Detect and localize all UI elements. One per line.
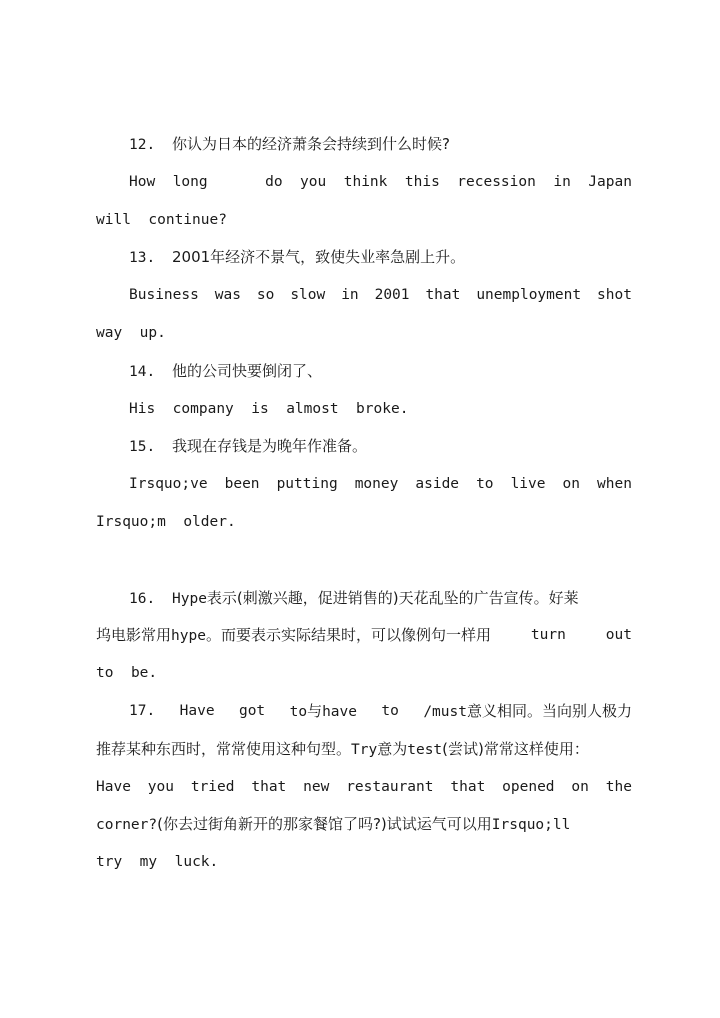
note-17-line4: corner?(你去过街角新开的那家餐馆了吗?)试试运气可以用Irsquo;ll	[96, 815, 571, 834]
note-17-line3: Have you tried that new restaurant that opened on the	[96, 778, 632, 795]
item-15-chinese	[96, 428, 632, 466]
item-14-chinese	[96, 353, 632, 391]
item-number: 13.	[129, 250, 156, 267]
item-number: 14.	[129, 363, 156, 380]
chinese-sentence: 我现在存钱是为晚年作准备。	[172, 437, 368, 456]
chinese-sentence: 2001年经济不景气，致使失业率急剧上升。	[172, 248, 466, 267]
item-14-english: His company is almost broke.	[129, 400, 409, 417]
note-17-line1: 17. Have got to与have to /must意义相同。当向别人极力	[96, 693, 632, 731]
paragraph-gap	[96, 542, 632, 580]
document-page	[96, 126, 632, 882]
note-number: 17.	[129, 702, 156, 719]
chinese-sentence: 他的公司快要倒闭了、	[172, 361, 323, 380]
note-17-line5: try my luck.	[96, 854, 219, 871]
item-13-chinese	[96, 239, 632, 277]
note-16-line3: to be.	[96, 665, 158, 682]
chinese-sentence: 你认为日本的经济萧条会持续到什么时候?	[172, 135, 450, 153]
item-number: 12.	[129, 137, 156, 153]
note-16-line2: 坞电影常用hype。而要表示实际结果时，可以像例句一样用 turn out	[96, 626, 632, 645]
item-12-english-line1: How long do you think this recession in Japan	[129, 173, 632, 190]
item-12-chinese	[96, 126, 632, 164]
note-number: 16.	[129, 590, 156, 607]
note-17-line2: 推荐某种东西时，常常使用这种句型。Try意为test(尝试)常常这样使用：	[96, 739, 589, 758]
item-number: 15.	[129, 439, 156, 456]
item-15-english-line2: Irsquo;m older.	[96, 513, 236, 530]
item-15-english-line1: Irsquo;ve been putting money aside to live on when	[129, 476, 632, 493]
item-13-english-line2: way up.	[96, 324, 166, 341]
note-16-line1: 16. Hype表示(刺激兴趣，促进销售的)天花乱坠的广告宣传。好莱	[96, 580, 632, 618]
item-12-english-line2: will continue?	[96, 211, 227, 228]
item-13-english-line1: Business was so slow in 2001 that unemployment shot	[129, 287, 632, 304]
